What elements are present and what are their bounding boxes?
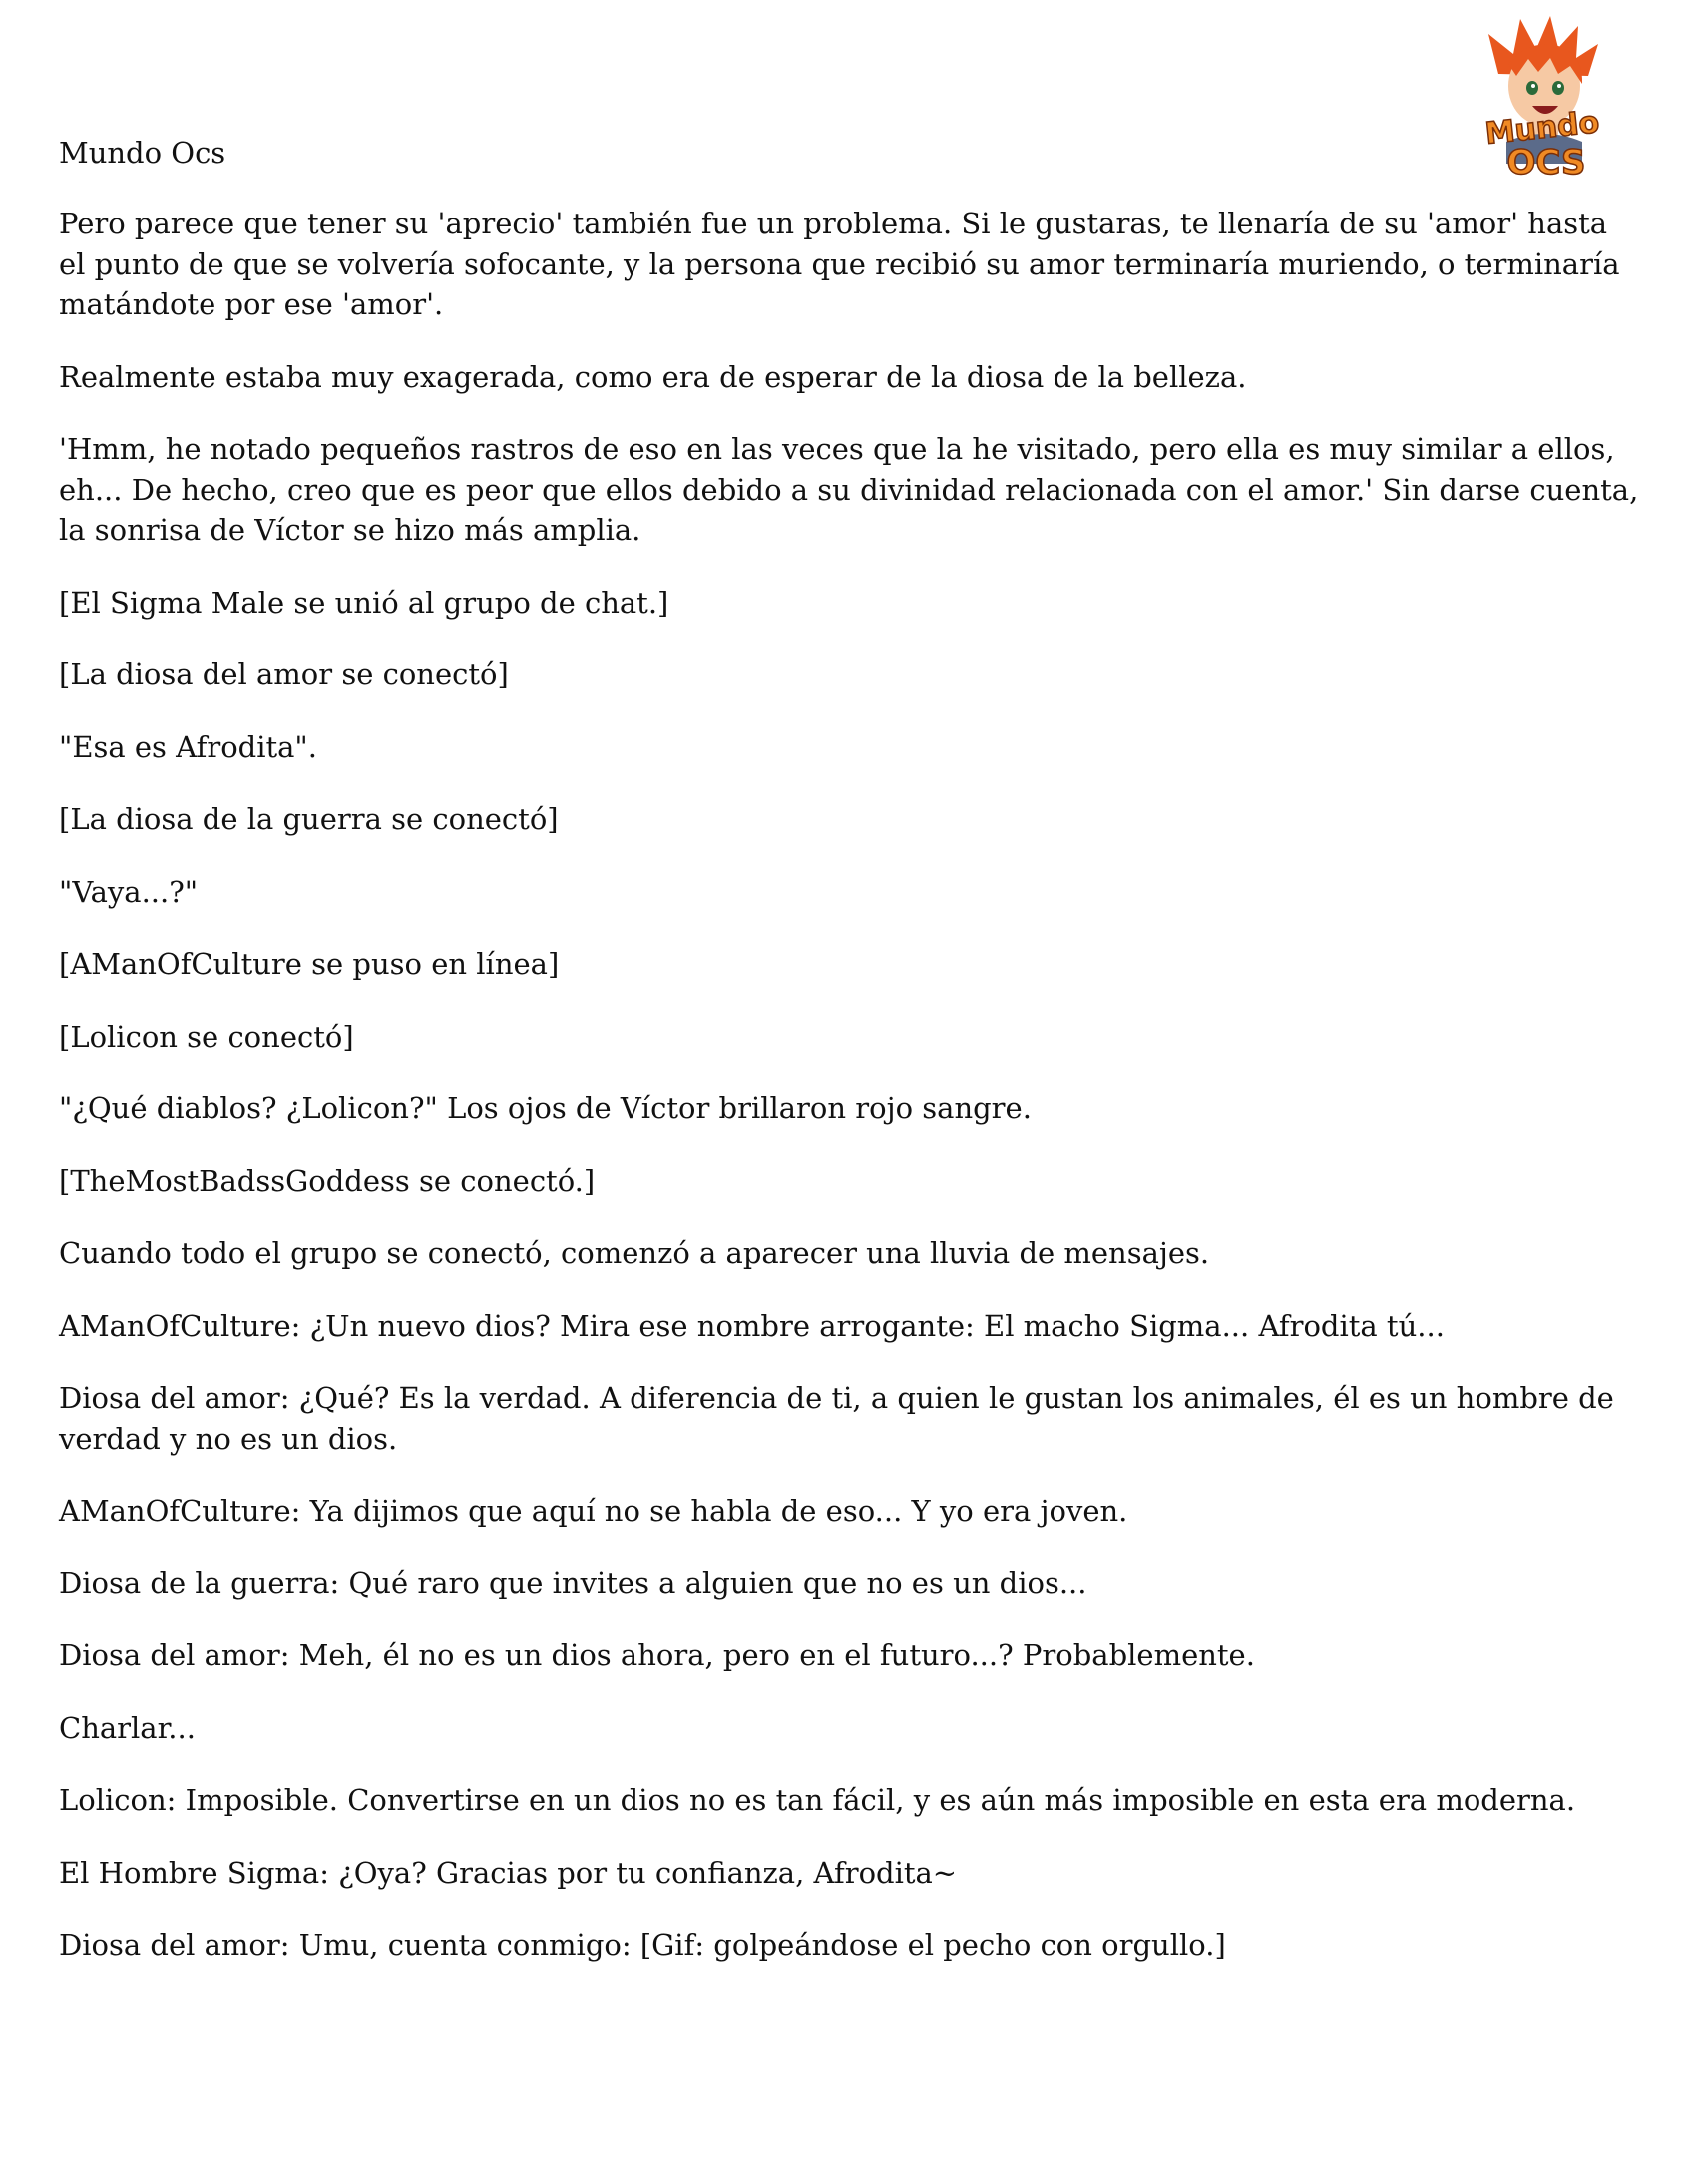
- paragraph: Pero parece que tener su 'aprecio' también fue un problema. Si le gustaras, te llenaría de su 'amor' hasta el punto de que se volvería sofocante, y la persona que recibió su amor terminaría muriendo, o terminaría matándote por ese 'amor'.: [59, 207, 1620, 321]
- paragraph: Lolicon: Imposible. Convertirse en un dios no es tan fácil, y es aún más imposible en esta era moderna.: [59, 1783, 1576, 1817]
- paragraph: [Lolicon se conectó]: [59, 1019, 354, 1054]
- paragraph: [La diosa del amor se conectó]: [59, 657, 509, 691]
- paragraph: Realmente estaba muy exagerada, como era de esperar de la diosa de la belleza.: [59, 359, 1247, 394]
- paragraph: AManOfCulture: Ya dijimos que aquí no se habla de eso... Y yo era joven.: [59, 1494, 1128, 1528]
- logo-graphic: [1459, 14, 1628, 184]
- paragraph: Diosa de la guerra: Qué raro que invites a alguien que no es un dios...: [59, 1565, 1087, 1600]
- paragraph: "Vaya...?": [59, 874, 199, 909]
- paragraph: [AManOfCulture se puso en línea]: [59, 947, 560, 981]
- paragraph: 'Hmm, he notado pequeños rastros de eso en las veces que la he visitado, pero ella es muy similar a ellos, eh... De hecho, creo que es peor que ellos debido a su divinidad relacionada con el amor.' Sin darse cuenta, la sonrisa de Víctor se hizo más amplia.: [59, 432, 1639, 547]
- paragraph: Cuando todo el grupo se conectó, comenzó a aparecer una lluvia de mensajes.: [59, 1236, 1210, 1270]
- document-title: Mundo Ocs: [59, 136, 226, 170]
- document-body: [59, 204, 1640, 1997]
- paragraph: Diosa del amor: Meh, él no es un dios ahora, pero en el futuro...? Probablemente.: [59, 1638, 1255, 1672]
- paragraph: Charlar...: [59, 1710, 196, 1745]
- mundo-ocs-logo: [1459, 14, 1628, 184]
- paragraph: "¿Qué diablos? ¿Lolicon?" Los ojos de Víctor brillaron rojo sangre.: [59, 1092, 1032, 1125]
- paragraph: AManOfCulture: ¿Un nuevo dios? Mira ese nombre arrogante: El macho Sigma... Afrodita tú...: [59, 1308, 1445, 1343]
- logo-text-line1: Mundo: [1483, 105, 1601, 152]
- paragraph: [El Sigma Male se unió al grupo de chat.]: [59, 585, 669, 620]
- logo-text-line2: OCS: [1506, 143, 1586, 183]
- paragraph: [TheMostBadssGoddess se conectó.]: [59, 1163, 596, 1198]
- paragraph: Diosa del amor: ¿Qué? Es la verdad. A diferencia de ti, a quien le gustan los animales, él es un hombre de verdad y no es un dios.: [59, 1381, 1614, 1456]
- paragraph: [La diosa de la guerra se conectó]: [59, 802, 559, 836]
- paragraph: Diosa del amor: Umu, cuenta conmigo: [Gif: golpeándose el pecho con orgullo.]: [59, 1928, 1226, 1962]
- paragraph: "Esa es Afrodita".: [59, 729, 317, 764]
- paragraph: El Hombre Sigma: ¿Oya? Gracias por tu confianza, Afrodita~: [59, 1855, 958, 1890]
